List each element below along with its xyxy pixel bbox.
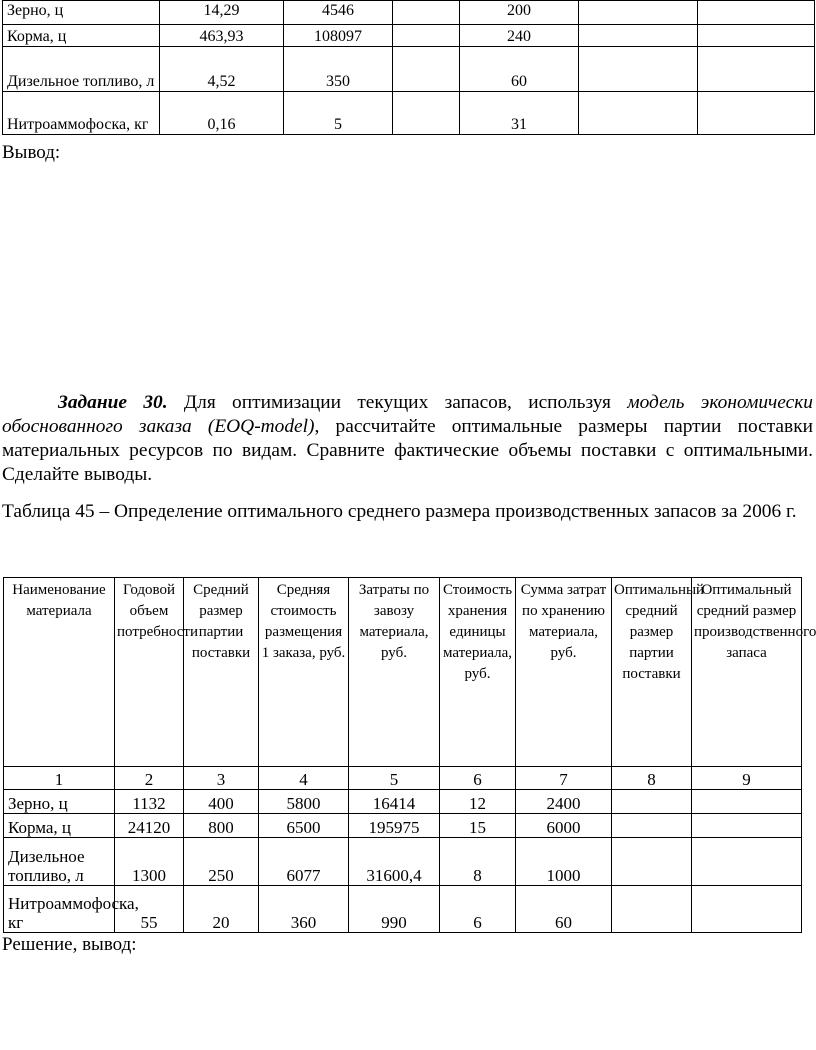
table-cell: 5800 [259,790,349,814]
table-caption: Таблица 45 – Определение оптимального среднего размера производственных запасов за 2006 г. [2,501,797,522]
table-cell: 108097 [284,25,393,47]
table-cell: 4,52 [160,47,284,92]
material-name: Нитроаммофоска, кг [3,92,160,135]
table-cell [579,47,698,92]
table-header-row [4,578,802,767]
table-cell: 6 [440,886,516,933]
table-row [3,92,815,135]
task-text: , рассчитайте оптимальные размеры партии поставки материальных ресурсов по видам. Сравните фактические объемы поставки с оптимальными. Сделайте выводы. [2,416,813,485]
material-name: Дизельное топливо, л [3,47,160,92]
column-number: 1 [4,767,115,790]
table-cell: 195975 [349,814,440,838]
column-number: 4 [259,767,349,790]
table-cell: 5 [284,92,393,135]
table-cell [692,814,802,838]
column-number: 3 [184,767,259,790]
table-cell: 400 [184,790,259,814]
material-name: Зерно, ц [3,1,160,25]
column-header: Оптимальный средний размер партии поставки [612,578,692,767]
table-cell: 8 [440,838,516,886]
table-cell [692,886,802,933]
table-cell [698,92,815,135]
column-header: Средняя стоимость размещения 1 заказа, руб. [259,578,349,767]
table-cell: 14,29 [160,1,284,25]
table-cell [698,1,815,25]
table-cell: 6077 [259,838,349,886]
column-header: Стоимость хранения единицы материала, руб. [440,578,516,767]
table-cell: 800 [184,814,259,838]
table-cell [579,92,698,135]
table-cell: 6500 [259,814,349,838]
table-cell: 31 [460,92,579,135]
material-name: Дизельное топливо, л [4,838,115,886]
table-cell: 16414 [349,790,440,814]
table-cell: 0,16 [160,92,284,135]
table-cell [692,838,802,886]
table-cell: 60 [516,886,612,933]
table-cell [579,25,698,47]
table-cell [393,47,460,92]
table-cell: 15 [440,814,516,838]
table-cell [612,814,692,838]
column-header: Средний размер партии поставки [184,578,259,767]
table-cell [692,790,802,814]
table-row [3,1,815,25]
table-cell: 20 [184,886,259,933]
table-cell: 1300 [115,838,184,886]
task-text: Для оптимизации текущих запасов, используя [167,392,628,413]
conclusion-label: Вывод: [2,142,61,163]
column-number: 5 [349,767,440,790]
table-cell: 240 [460,25,579,47]
table-cell: 2400 [516,790,612,814]
material-name: Корма, ц [3,25,160,47]
table-cell: 55 [115,886,184,933]
column-header: Наименование материала [4,578,115,767]
column-header: Оптимальный средний размер производственного запаса [692,578,802,767]
column-number-row [4,767,802,790]
table-cell [393,92,460,135]
table-cell: 990 [349,886,440,933]
column-header: Сумма затрат по хранению материала, руб. [516,578,612,767]
table-cell: 463,93 [160,25,284,47]
table-cell: 200 [460,1,579,25]
table-cell: 24120 [115,814,184,838]
table-row [3,25,815,47]
table-cell: 1000 [516,838,612,886]
table-cell [612,886,692,933]
table-cell: 1132 [115,790,184,814]
task-model-name: модель экономически обоснованного заказа (EOQ-model) [2,392,813,437]
table-cell [579,1,698,25]
solution-label: Решение, вывод: [2,934,137,955]
table-row [4,814,802,838]
table-cell: 60 [460,47,579,92]
column-number: 7 [516,767,612,790]
top-table [2,0,815,135]
table-row [3,47,815,92]
task-paragraph [2,391,813,487]
table-cell [612,838,692,886]
task-title: Задание 30. [58,392,168,413]
table-cell: 12 [440,790,516,814]
column-header: Годовой объем потребности [115,578,184,767]
material-name: Зерно, ц [4,790,115,814]
column-number: 8 [612,767,692,790]
table-cell: 360 [259,886,349,933]
column-header: Затраты по завозу материала, руб. [349,578,440,767]
table-row [4,886,802,933]
table-row [4,790,802,814]
table-row [4,838,802,886]
table-cell [698,25,815,47]
material-name: Нитроаммофоска, кг [4,886,115,933]
table-cell [698,47,815,92]
table-cell: 250 [184,838,259,886]
table-cell: 31600,4 [349,838,440,886]
main-table [3,577,816,933]
table-cell [393,1,460,25]
column-number: 6 [440,767,516,790]
table-cell [612,790,692,814]
column-number: 9 [692,767,802,790]
table-cell: 6000 [516,814,612,838]
material-name: Корма, ц [4,814,115,838]
table-cell: 350 [284,47,393,92]
table-cell [393,25,460,47]
table-cell: 4546 [284,1,393,25]
column-number: 2 [115,767,184,790]
